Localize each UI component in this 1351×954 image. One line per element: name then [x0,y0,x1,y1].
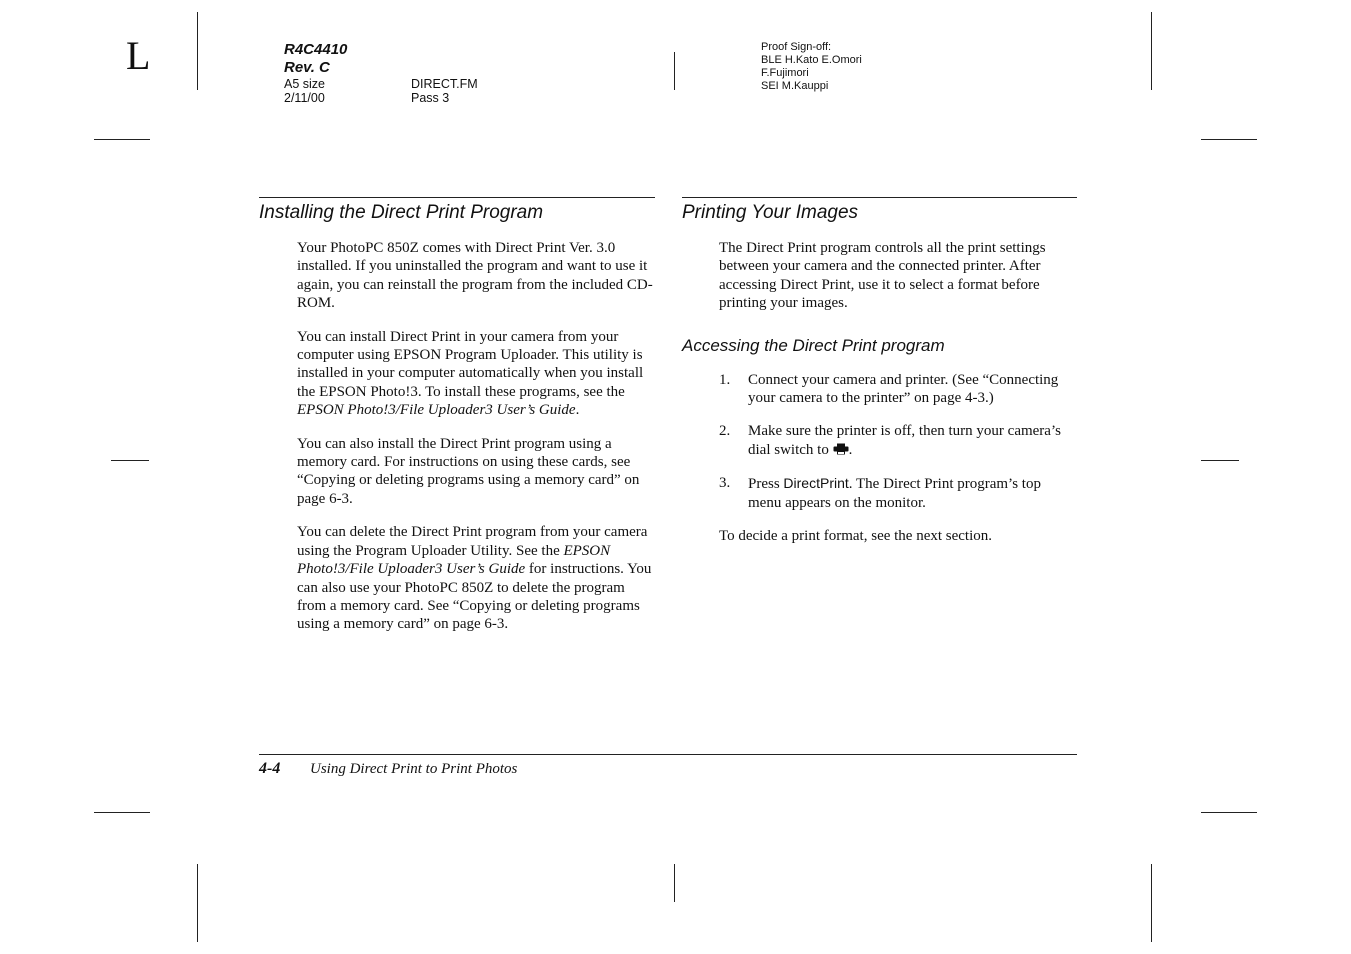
step-text [748,422,1077,459]
proof-line-1: Proof Sign-off: [761,41,832,53]
crop-mark-right-middle [1201,460,1239,461]
crop-mark-right-lower [1201,812,1257,813]
crop-mark-top-center [674,52,675,90]
step-number: 3. [719,475,731,492]
footer-chapter-title: Using Direct Print to Print Photos [310,761,518,777]
left-p4-end: for instructions. You can also use your PhotoPC 850Z to delete the program from a memory card. See “Copying or deleting programs using a memory card” on page 6-3. [297,561,652,633]
step-2-text: Make sure the printer is off, then turn your camera’s dial switch to [748,423,1061,458]
proof-line-2: BLE H.Kato E.Omori [761,54,862,66]
right-subheading: Accessing the Direct Print program [682,335,945,355]
step-item [719,371,1077,408]
left-p2-text: You can install Direct Print in your camera from your computer using EPSON Program Uploader. This utility is installed in your computer automatically when you install the EPSON Photo!3. To install these programs, see the [297,328,644,400]
directprint-button-label: DirectPrint [783,475,849,492]
footer-rule [259,754,1077,755]
right-closing: To decide a print format, see the next section. [719,528,993,545]
left-heading: Installing the Direct Print Program [259,202,544,223]
step-number: 1. [719,371,731,388]
crop-mark-top-left [197,12,198,90]
proof-line-3: F.Fujimori [761,67,809,79]
step-item [719,474,1077,512]
doc-code: R4C4410 [284,41,348,58]
step-3-end: . The Direct Print program’s top menu appears on the monitor. [748,476,1041,511]
crop-mark-right-upper [1201,139,1257,140]
left-p2-guide-reference: EPSON Photo!3/File Uploader3 User’s Guide [297,402,576,419]
crop-mark-left-lower [94,812,150,813]
crop-mark-bottom-left [197,864,198,942]
right-column [682,197,1077,560]
left-paragraph-1: Your PhotoPC 850Z comes with Direct Print Ver. 3.0 installed. If you uninstalled the program and want to use it again, you can reinstall the program from the included CD-ROM. [297,240,653,312]
right-intro: The Direct Print program controls all the print settings between your camera and the connected printer. After accessing Direct Print, use it to select a format before printing your images. [719,240,1046,312]
left-column [259,197,655,649]
right-heading: Printing Your Images [682,202,859,223]
crop-mark-bottom-right [1151,864,1152,942]
corner-letter: L [126,33,151,78]
crop-mark-left-middle [111,460,149,461]
left-p4-guide-reference: EPSON Photo!3/File Uploader3 User’s Guide [297,542,611,578]
right-intro-block [719,239,1077,313]
step-text [748,474,1077,512]
footer-page-number: 4-4 [259,760,281,777]
left-p4-text: You can delete the Direct Print program from your camera using the Program Uploader Utility. See the [297,524,648,559]
crop-mark-left-upper [94,139,150,140]
step-2-end: . [848,441,853,458]
crop-mark-bottom-center [674,864,675,902]
step-number: 2. [719,423,731,440]
right-heading-rule [682,197,1077,198]
proof-signoff [761,41,862,93]
page-size: A5 size [284,77,325,91]
step-item [719,422,1077,459]
file-name: DIRECT.FM [411,77,478,91]
left-body [297,239,655,634]
date: 2/11/00 [284,91,325,105]
left-p2-end: . [575,402,580,419]
left-paragraph-4 [297,523,655,633]
left-paragraph-2 [297,328,655,420]
steps-list [719,371,1077,546]
printer-dial-icon [833,443,849,455]
step-3-text: Press [748,476,784,493]
left-heading-rule [259,197,655,198]
proof-line-4: SEI M.Kauppi [761,80,829,92]
left-paragraph-3: You can also install the Direct Print program using a memory card. For instructions on using these cards, see “Copying or deleting programs using a memory card” on page 6-3. [297,435,640,507]
step-text: Connect your camera and printer. (See “Connecting your camera to the printer” on page 4-3.) [748,371,1059,407]
pass: Pass 3 [411,91,450,105]
revision: Rev. C [284,59,330,76]
crop-mark-top-right [1151,12,1152,90]
